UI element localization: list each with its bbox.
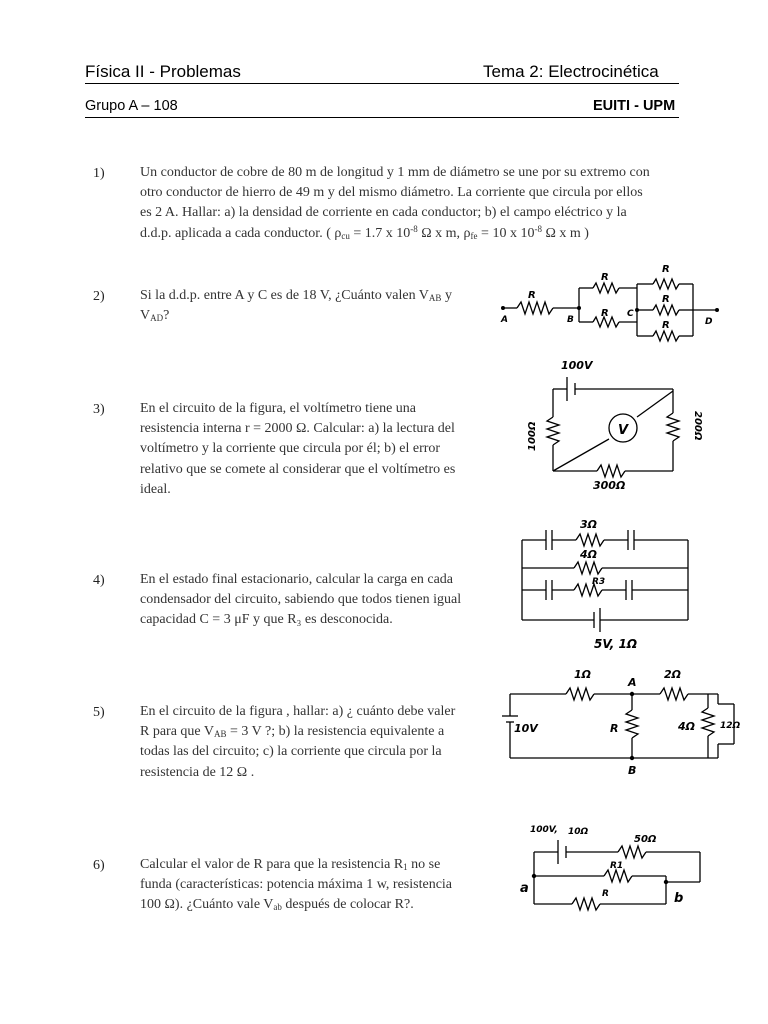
p5-r2-label: 2Ω bbox=[664, 668, 682, 681]
p4-battery-label: 5V, 1Ω bbox=[594, 637, 638, 651]
problem-2-circuit bbox=[495, 258, 725, 348]
problem-6-circuit bbox=[510, 818, 710, 918]
p5-r-far-label: 12Ω bbox=[720, 721, 741, 731]
p6-r-label: R bbox=[602, 889, 609, 899]
header-rule-top bbox=[85, 83, 679, 84]
school-label: EUITI - UPM bbox=[593, 98, 676, 114]
problem-2-number: 2) bbox=[93, 289, 105, 304]
topic-title: Tema 2: Electrocinética bbox=[483, 62, 659, 81]
course-title: Física II - Problemas bbox=[85, 62, 241, 81]
problem-2-text: Si la d.d.p. entre A y C es de 18 V, ¿Cuánto valen $V_{AB}$ y $V_{AD}$? bbox=[140, 288, 452, 324]
header-rule-bottom bbox=[85, 117, 679, 118]
node-a-dot bbox=[501, 306, 505, 310]
problem-4-circuit bbox=[510, 512, 700, 654]
p2-node-a: A bbox=[501, 315, 508, 325]
p2-node-c: C bbox=[627, 309, 634, 319]
p4-r2-label: 4Ω bbox=[580, 548, 598, 561]
p2-node-d: D bbox=[705, 317, 713, 327]
p4-r3-label: R3 bbox=[592, 577, 606, 587]
p3-source-label: 100V bbox=[561, 359, 593, 372]
group-label: Grupo A – 108 bbox=[85, 98, 178, 114]
problem-3-text: En el circuito de la figura, el voltímetro tiene una resistencia interna r = 2000 Ω. Calcular: a) la lectura del voltímetro y la corriente que circula por él; b) el error relativo que se comete al considerar que el voltímetro es ideal. bbox=[140, 401, 456, 497]
p5-r1-label: 1Ω bbox=[574, 668, 592, 681]
p2-r-mid: R bbox=[601, 308, 609, 319]
p6-r1-label: R1 bbox=[610, 861, 624, 871]
p3-meter-label: V bbox=[618, 423, 629, 438]
problem-4-text: En el estado final estacionario, calcular la carga en cada condensador del circuito, sabiendo que todos tienen igual capacidad C = 3 μF y que R₃ es desconocida. bbox=[140, 572, 462, 628]
problem-3-circuit bbox=[505, 355, 715, 495]
problem-6-number: 6) bbox=[93, 858, 105, 873]
p3-r-right-label: 200Ω bbox=[692, 411, 703, 441]
problem-3-number: 3) bbox=[93, 402, 105, 417]
p5-r-mid-label: R bbox=[610, 722, 619, 735]
problem-4-number: 4) bbox=[93, 573, 105, 588]
p2-r-right-mid: R bbox=[662, 294, 670, 305]
node-d-dot bbox=[715, 308, 719, 312]
p3-r-left-label: 100Ω bbox=[527, 421, 538, 451]
p2-r-top: R bbox=[601, 272, 609, 283]
p3-r-bottom-label: 300Ω bbox=[593, 479, 626, 492]
problem-6-text: Calcular el valor de R para que la resistencia $R_1$ no se funda (características: potencia máxima 1 w, resistencia 100 Ω). ¿Cuánto vale $V_{ab}$ después de colocar R?. bbox=[140, 857, 453, 913]
p4-r1-label: 3Ω bbox=[580, 518, 598, 531]
problem-5-text: En el circuito de la figura , hallar: a) ¿ cuánto debe valer R para que $V_{AB} = 3$ V ?; b) la resistencia equivalente a todas las del circuito; c) la corriente que circula por la resistencia de 12 Ω . bbox=[140, 704, 456, 780]
p6-r-int-label: 10Ω bbox=[568, 827, 589, 837]
p6-source-label: 100V, bbox=[530, 825, 558, 835]
p5-node-b: B bbox=[628, 764, 637, 777]
p2-r-series: R bbox=[528, 290, 536, 301]
problem-5-number: 5) bbox=[93, 705, 105, 720]
p5-node-a: A bbox=[628, 676, 637, 689]
p2-r-lower-right: R bbox=[662, 320, 670, 331]
p6-node-b: b bbox=[674, 891, 684, 906]
p6-node-a: a bbox=[520, 881, 529, 896]
p2-r-upper-right: R bbox=[662, 264, 670, 275]
p2-node-b: B bbox=[567, 315, 574, 325]
p6-r-top-label: 50Ω bbox=[634, 834, 657, 845]
p5-r-right-label: 4Ω bbox=[678, 720, 696, 733]
p5-source-label: 10V bbox=[514, 722, 538, 735]
problem-1-number: 1) bbox=[93, 166, 105, 181]
problem-5-circuit bbox=[498, 662, 748, 777]
problem-1-text: Un conductor de cobre de 80 m de longitud y 1 mm de diámetro se une por su extremo con otro conductor de hierro de 49 m y del mismo diámetro. La corriente que circula por ellos es 2 A. Hallar: a) la densidad de corriente en cada conductor; b) el campo eléctrico y la d.d.p. aplicada a cada conductor. ( $\rho_{cu} = 1.7$ x $10^{-8}$ Ω x m, $\rho_{fe} = 10$ x $10^{-8}$ Ω x m ) bbox=[140, 165, 650, 241]
